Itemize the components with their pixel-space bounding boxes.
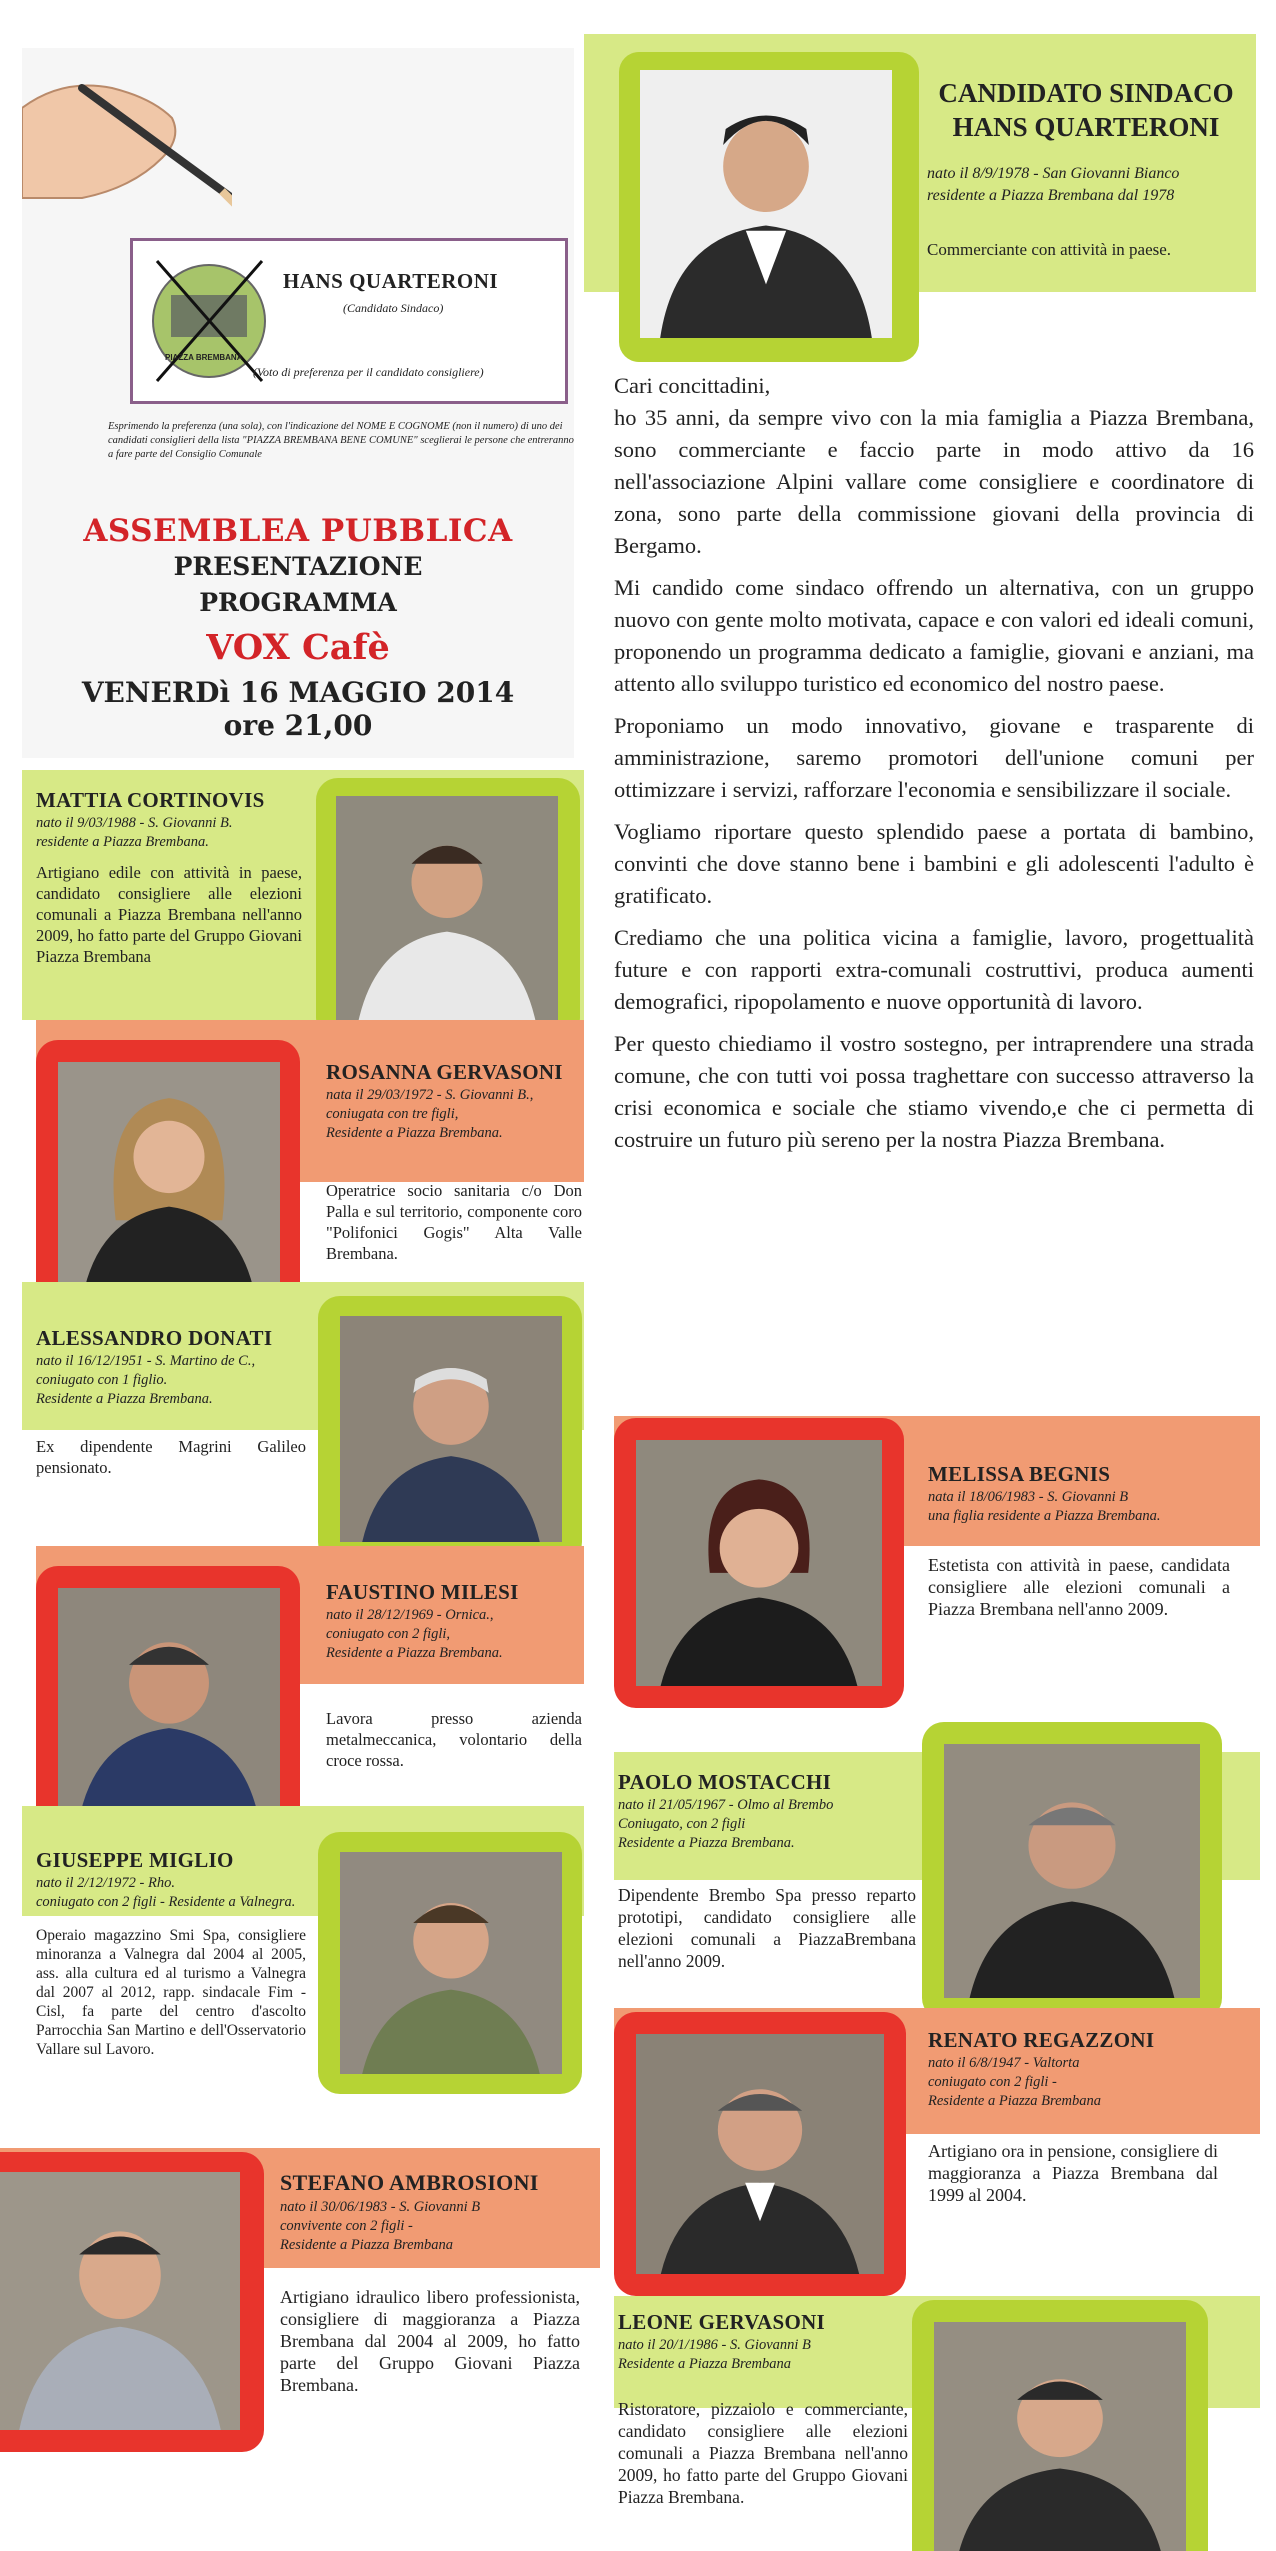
candidate-birth: nato il 2/12/1972 - Rho. xyxy=(36,1875,175,1891)
candidate-birth: nata il 29/03/1972 - S. Giovanni B., xyxy=(326,1087,534,1103)
assembly-venue: VOX Cafè xyxy=(206,627,390,668)
candidate-family: coniugato con 1 figlio. xyxy=(36,1372,168,1388)
assembly-announcement xyxy=(22,468,574,742)
letter-paragraph-6: Per questo chiediamo il vostro sostegno, per intraprendere una strada comune, che con tutti voi possa traghettare con successo attraverso la crisi economica e sociale che stiamo vivendo,e che ci permetta di costruire un futuro più sereno per la nostra Piazza Brembana. xyxy=(614,1031,1254,1152)
assembly-subtitle-1: PRESENTAZIONE xyxy=(173,552,423,581)
ballot-preference-note: (Voto di preferenza per il candidato consigliere) xyxy=(253,365,484,379)
candidate-birth: nata il 18/06/1983 - S. Giovanni B xyxy=(928,1489,1129,1505)
candidate-name: RENATO REGAZZONI xyxy=(928,2028,1155,2052)
candidate-description: Ristoratore, pizzaiolo e commerciante, candidato consigliere alle elezioni comunali a Piazza Brembana nell'anno 2009, ho fatto parte del Gruppo Giovani Piazza Brembana. xyxy=(618,2399,908,2507)
candidate-photo xyxy=(0,2172,240,2430)
ballot-candidate-role: (Candidato Sindaco) xyxy=(343,301,444,315)
candidate-name: ALESSANDRO DONATI xyxy=(36,1326,273,1350)
letter-paragraph-3: Proponiamo un modo innovativo, giovane e trasparente di amministrazione, saremo promotori dell'unione comuni per ottimizzare i servizi, rafforzare l'economia e sensibilizzare il sociale. xyxy=(614,713,1254,802)
candidate-photo xyxy=(340,1316,562,1542)
candidate-residence: Residente a Piazza Brembana. xyxy=(326,1645,503,1661)
candidate-info xyxy=(36,1352,255,1409)
candidate-birth: nato il 30/06/1983 - S. Giovanni B xyxy=(280,2199,481,2215)
assembly-date: VENERDì 16 MAGGIO 2014 xyxy=(81,676,515,709)
candidate-description: Ex dipendente Magrini Galileo pensionato. xyxy=(36,1437,306,1477)
letter-paragraph-5: Crediamo che una politica vicina a famiglie, lavoro, progettualità future e con rapporti extra-comunali costruttivi, produca aumenti demografici, ripopolamento e nuove opportunità di lavoro. xyxy=(614,925,1254,1014)
candidate-photo xyxy=(636,2034,884,2274)
candidate-residence: Residente a Piazza Brembana. xyxy=(36,1391,213,1407)
candidate-name: MATTIA CORTINOVIS xyxy=(36,788,265,812)
candidate-info xyxy=(928,1488,1161,1526)
assembly-time: ore 21,00 xyxy=(223,709,373,742)
candidate-photo xyxy=(58,1062,280,1288)
candidate-photo xyxy=(336,796,558,1022)
candidate-description: Artigiano idraulico libero professionista, consigliere di maggioranza a Piazza Brembana dal 2004 al 2009, ho fatto parte del Gruppo Giovani Piazza Brembana. xyxy=(280,2287,580,2395)
assembly-title: ASSEMBLEA PUBBLICA xyxy=(83,513,513,549)
candidate-description: Artigiano edile con attività in paese, candidato consigliere alle elezioni comunali a Piazza Brembana nell'anno 2009, ho fatto parte del Gruppo Giovani Piazza Brembana xyxy=(36,863,302,966)
ballot-sample xyxy=(22,48,574,758)
candidate-info xyxy=(326,1606,503,1663)
letter-paragraph-2: Mi candido come sindaco offrendo un alternativa, con un gruppo nuovo con gente molto motivata, capace e con valori ed ideali comuni, proponendo un programma dedicato a famiglie, giovani e anziani, ma attento allo sviluppo turistico ed economico del nostro paese. xyxy=(614,575,1254,696)
mayor-heading-1: CANDIDATO SINDACO xyxy=(938,78,1234,108)
ballot-instructions: Esprimendo la preferenza (una sola), con l'indicazione del NOME E COGNOME (non il numero) di uno dei candidati consiglieri della lista "PIAZZA BREMBANA BENE COMUNE" sceglierai le persone che entreranno a fare parte del Consiglio Comunale xyxy=(108,421,574,460)
mayor-residence: residente a Piazza Brembana dal 1978 xyxy=(927,187,1175,204)
letter-paragraph-1: ho 35 anni, da sempre vivo con la mia famiglia a Piazza Brembana, sono commerciante e faccio parte in modo attivo da 16 nell'associazione Alpini vallare come consigliere e coordinatore di zona, sono parte della commissione giovani della provincia di Bergamo. xyxy=(614,405,1254,558)
candidate-photo xyxy=(944,1744,1200,1998)
candidate-info xyxy=(928,2054,1101,2111)
candidate-name: LEONE GERVASONI xyxy=(618,2310,826,2334)
candidate-family: coniugata con tre figli, xyxy=(326,1106,459,1122)
candidate-info xyxy=(618,2336,811,2374)
candidate-family: Coniugato, con 2 figli xyxy=(618,1816,746,1832)
ballot-box xyxy=(130,238,568,404)
mayor-heading-2: HANS QUARTERONI xyxy=(952,112,1220,142)
candidate-photo xyxy=(636,1440,882,1686)
candidate-name: FAUSTINO MILESI xyxy=(326,1580,519,1604)
candidate-info xyxy=(280,2198,480,2255)
candidate-name: PAOLO MOSTACCHI xyxy=(618,1770,832,1794)
ballot-candidate-name: HANS QUARTERONI xyxy=(283,269,499,293)
candidate-name: ROSANNA GERVASONI xyxy=(326,1060,563,1084)
candidate-residence: Residente a Piazza Brembana xyxy=(280,2237,454,2253)
candidate-description: Operatrice socio sanitaria c/o Don Palla e sul territorio, componente coro "Polifonici Gogis" Alta Valle Brembana. xyxy=(326,1181,582,1263)
candidate-description: Lavora presso azienda metalmeccanica, volontario della croce rossa. xyxy=(326,1709,582,1770)
mayor-heading xyxy=(936,76,1236,144)
candidate-info xyxy=(326,1086,533,1143)
candidate-name: STEFANO AMBROSIONI xyxy=(280,2170,539,2195)
candidate-photo xyxy=(934,2322,1186,2551)
candidate-residence: residente a Piazza Brembana. xyxy=(36,834,209,850)
candidate-residence: Residente a Piazza Brembana xyxy=(928,2093,1102,2109)
candidate-description: Operaio magazzino Smi Spa, consigliere minoranza a Valnegra dal 2004 al 2005, ass. alla cultura ed al turismo a Valnegra dal 2007 al 2012, rapp. sindacale Fim - Cisl, fa parte del centro d'ascolto Parrocchia San Martino e dell'Osservatorio Vallare sul Lavoro. xyxy=(36,1927,306,2058)
candidate-info xyxy=(618,1796,833,1853)
candidate-family: convivente con 2 figli - xyxy=(280,2218,413,2234)
mayor-letter xyxy=(614,370,1254,1166)
candidate-birth: nato il 20/1/1986 - S. Giovanni B xyxy=(618,2337,811,2353)
mayor-info xyxy=(927,163,1179,207)
candidate-photo xyxy=(340,1852,562,2074)
mayor-job: Commerciante con attività in paese. xyxy=(927,240,1172,259)
assembly-subtitle-2: PROGRAMMA xyxy=(199,588,397,617)
candidate-residence: Residente a Piazza Brembana xyxy=(618,2356,792,2372)
logo-text: PIAZZA BREMBANA xyxy=(165,353,243,362)
candidate-birth: nato il 6/8/1947 - Valtorta xyxy=(928,2055,1080,2071)
candidate-residence: Residente a Piazza Brembana. xyxy=(618,1835,795,1851)
mayor-born: nato il 8/9/1978 - San Giovanni Bianco xyxy=(927,165,1180,182)
candidate-birth: nato il 9/03/1988 - S. Giovanni B. xyxy=(36,815,233,831)
candidate-birth: nato il 16/12/1951 - S. Martino de C., xyxy=(36,1353,256,1369)
candidate-description: Artigiano ora in pensione, consigliere di maggioranza a Piazza Brembana dal 1999 al 2004. xyxy=(928,2141,1218,2205)
candidate-description: Dipendente Brembo Spa presso reparto prototipi, candidato consigliere alle elezioni comunali a PiazzaBrembana nell'anno 2009. xyxy=(618,1885,916,1971)
mayor-photo xyxy=(640,70,892,338)
candidate-photo xyxy=(58,1588,280,1814)
candidate-residence: una figlia residente a Piazza Brembana. xyxy=(928,1508,1161,1524)
candidate-family: coniugato con 2 figli, xyxy=(326,1626,451,1642)
letter-paragraph-4: Vogliamo riportare questo splendido paese a portata di bambino, convinti che dove stanno bene i bambini e gli adolescenti l'adulto è gratificato. xyxy=(614,819,1254,908)
hand-with-pencil-icon xyxy=(22,48,232,218)
candidate-residence: coniugato con 2 figli - Residente a Valnegra. xyxy=(36,1894,296,1910)
candidate-info xyxy=(36,814,233,852)
candidate-info xyxy=(36,1874,295,1912)
candidate-description: Estetista con attività in paese, candidata consigliere alle elezioni comunali a Piazza Brembana nell'anno 2009. xyxy=(928,1555,1230,1619)
candidate-name: MELISSA BEGNIS xyxy=(928,1462,1111,1486)
candidate-birth: nato il 21/05/1967 - Olmo al Brembo xyxy=(618,1797,834,1813)
candidate-residence: Residente a Piazza Brembana. xyxy=(326,1125,503,1141)
candidate-name: GIUSEPPE MIGLIO xyxy=(36,1848,234,1872)
candidate-birth: nato il 28/12/1969 - Ornica., xyxy=(326,1607,494,1623)
letter-greeting: Cari concittadini, xyxy=(614,373,771,398)
candidate-family: coniugato con 2 figli - xyxy=(928,2074,1057,2090)
